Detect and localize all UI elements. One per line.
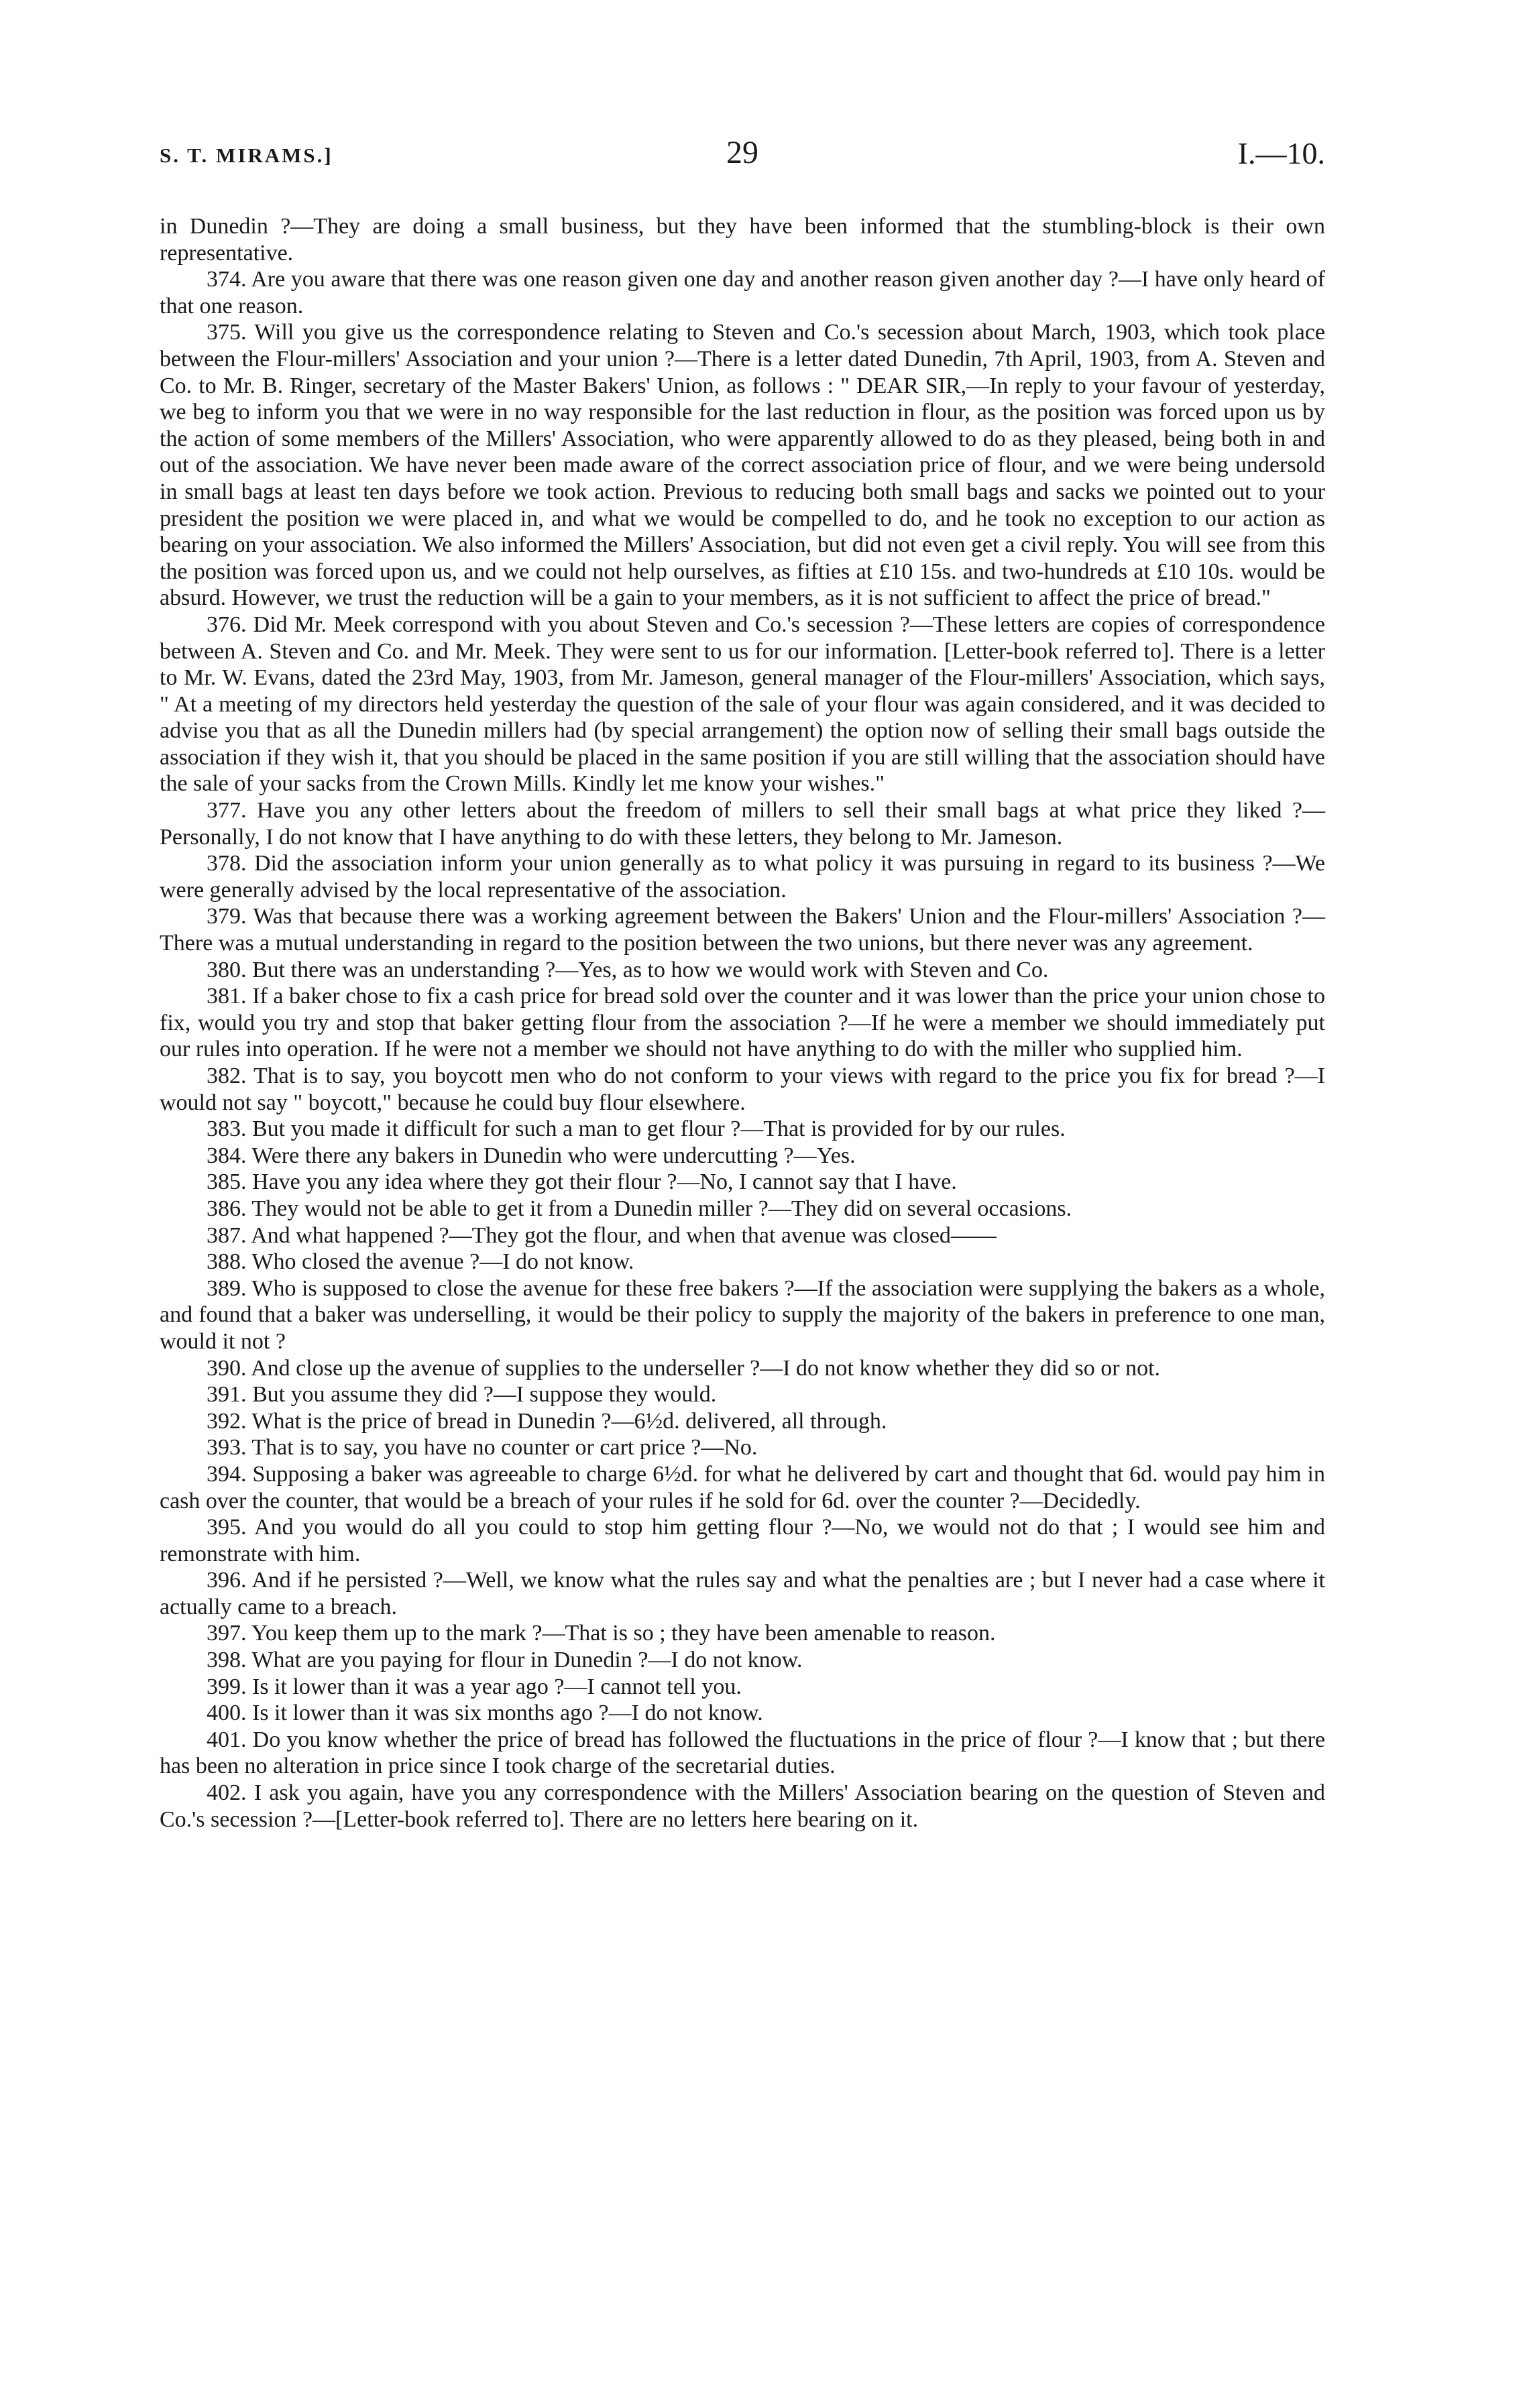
question-391: 391. But you assume they did ?—I suppose they would. <box>207 1382 717 1408</box>
body-text <box>160 213 1325 1833</box>
question-392: 392. What is the price of bread in Dunedin ?—6½d. delivered, all through. <box>207 1408 887 1434</box>
question-375: 375. Will you give us the correspondence relating to Steven and Co.'s secession about March, 1903, which took place between the Flour-millers' Association and your union ?—There is a letter dated Dunedin, 7th April, 1903, from A. Steven and Co. to Mr. B. Ringer, secretary of the Master Bakers' Union, as follows : " DEAR SIR,—In reply to your favour of yesterday, we beg to inform you that we were in no way responsible for the last reduction in flour, as the position was forced upon us by the action of some members of the Millers' Association, who were apparently allowed to do as they pleased, being both in and out of the association. We have never been made aware of the correct association price of flour, and we were being undersold in small bags at least ten days before we took action. Previous to reducing both small bags and sacks we pointed out to your president the position we were placed in, and what we would be compelled to do, and he took no exception to our action as bearing on your association. We also informed the Millers' Association, but did not even get a civil reply. You will see from this the position was forced upon us, and we could not help ourselves, as fifties at £10 15s. and two-hundreds at £10 10s. would be absurd. However, we trust the reduction will be a gain to your members, as it is not sufficient to affect the price of bread." <box>160 320 1325 611</box>
question-386: 386. They would not be able to get it from a Dunedin miller ?—They did on several occasions. <box>207 1196 1072 1221</box>
question-400: 400. Is it lower than it was six months ago ?—I do not know. <box>207 1701 763 1726</box>
question-378: 378. Did the association inform your union generally as to what policy it was pursuing in regard to its business ?—We were generally advised by the local representative of the association. <box>160 851 1325 903</box>
question-393: 393. That is to say, you have no counter or cart price ?—No. <box>207 1435 758 1460</box>
question-394: 394. Supposing a baker was agreeable to charge 6½d. for what he delivered by cart and thought that 6d. would pay him in cash over the counter, that would be a breach of your rules if he sold for 6d. over the counter ?—Decidedly. <box>160 1461 1325 1513</box>
question-388: 388. Who closed the avenue ?—I do not know. <box>207 1249 634 1275</box>
question-384: 384. Were there any bakers in Dunedin who were undercutting ?—Yes. <box>207 1143 856 1168</box>
paragraph-continuation: in Dunedin ?—They are doing a small business, but they have been informed that the stumbling-block is their own representative. <box>160 214 1325 266</box>
question-387: 387. And what happened ?—They got the flour, and when that avenue was closed—— <box>207 1222 997 1248</box>
question-379: 379. Was that because there was a working agreement between the Bakers' Union and the Flour-millers' Association ?—There was a mutual understanding in regard to the position between the two unions, but there never was any agreement. <box>160 904 1325 956</box>
page-number: 29 <box>726 135 758 170</box>
question-385: 385. Have you any idea where they got their flour ?—No, I cannot say that I have. <box>207 1169 957 1195</box>
question-389: 389. Who is supposed to close the avenue for these free bakers ?—If the association were supplying the bakers as a whole, and found that a baker was underselling, it would be their policy to supply the majority of the bakers in preference to one man, would it not ? <box>160 1275 1325 1354</box>
question-383: 383. But you made it difficult for such a man to get flour ?—That is provided for by our rules. <box>207 1116 1066 1142</box>
page-header <box>160 134 1325 181</box>
question-398: 398. What are you paying for flour in Dunedin ?—I do not know. <box>207 1648 803 1673</box>
question-377: 377. Have you any other letters about the freedom of millers to sell their small bags at what price they liked ?—Personally, I do not know that I have anything to do with these letters, they belong to Mr. Jameson. <box>160 798 1325 850</box>
question-401: 401. Do you know whether the price of bread has followed the fluctuations in the price of flour ?—I know that ; but there has been no alteration in price since I took charge of the secretarial duties. <box>160 1727 1325 1779</box>
question-376: 376. Did Mr. Meek correspond with you about Steven and Co.'s secession ?—These letters are copies of correspondence between A. Steven and Co. and Mr. Meek. They were sent to us for our information. [Letter-book referred to]. There is a letter to Mr. W. Evans, dated the 23rd May, 1903, from Mr. Jameson, general manager of the Flour-millers' Association, which says, " At a meeting of my directors held yesterday the question of the sale of your flour was again considered, and it was decided to advise you that as all the Dunedin millers had (by special arrangement) the option now of selling their small bags outside the association if they wish it, that you should be placed in the same position if you are still willing that the association should have the sale of your sacks from the Crown Mills. Kindly let me know your wishes." <box>160 612 1325 797</box>
question-374: 374. Are you aware that there was one reason given one day and another reason given another day ?—I have only heard of that one reason. <box>160 267 1325 319</box>
question-396: 396. And if he persisted ?—Well, we know what the rules say and what the penalties are ; but I never had a case where it actually came to a breach. <box>160 1568 1325 1619</box>
question-397: 397. You keep them up to the mark ?—That is so ; they have been amenable to reason. <box>207 1621 996 1646</box>
question-381: 381. If a baker chose to fix a cash price for bread sold over the counter and it was lower than the price your union chose to fix, would you try and stop that baker getting flour from the association ?—If he were a member we should immediately put our rules into operation. If he were not a member we should not have anything to do with the miller who supplied him. <box>160 984 1325 1062</box>
question-382: 382. That is to say, you boycott men who do not conform to your views with regard to the price you fix for bread ?—I would not say " boycott," because he could buy flour elsewhere. <box>160 1064 1325 1115</box>
running-head-author: S. T. MIRAMS.] <box>160 144 333 167</box>
question-390: 390. And close up the avenue of supplies to the underseller ?—I do not know whether they did so or not. <box>207 1355 1161 1381</box>
question-395: 395. And you would do all you could to stop him getting flour ?—No, we would not do that ; I would see him and remonstrate with him. <box>160 1515 1325 1566</box>
document-reference: I.—10. <box>1237 136 1325 170</box>
question-380: 380. But there was an understanding ?—Yes, as to how we would work with Steven and Co. <box>207 957 1049 982</box>
question-402: 402. I ask you again, have you any correspondence with the Millers' Association bearing on the question of Steven and Co.'s secession ?—[Letter-book referred to]. There are no letters here bearing on it. <box>160 1780 1325 1832</box>
question-399: 399. Is it lower than it was a year ago ?—I cannot tell you. <box>207 1674 742 1699</box>
